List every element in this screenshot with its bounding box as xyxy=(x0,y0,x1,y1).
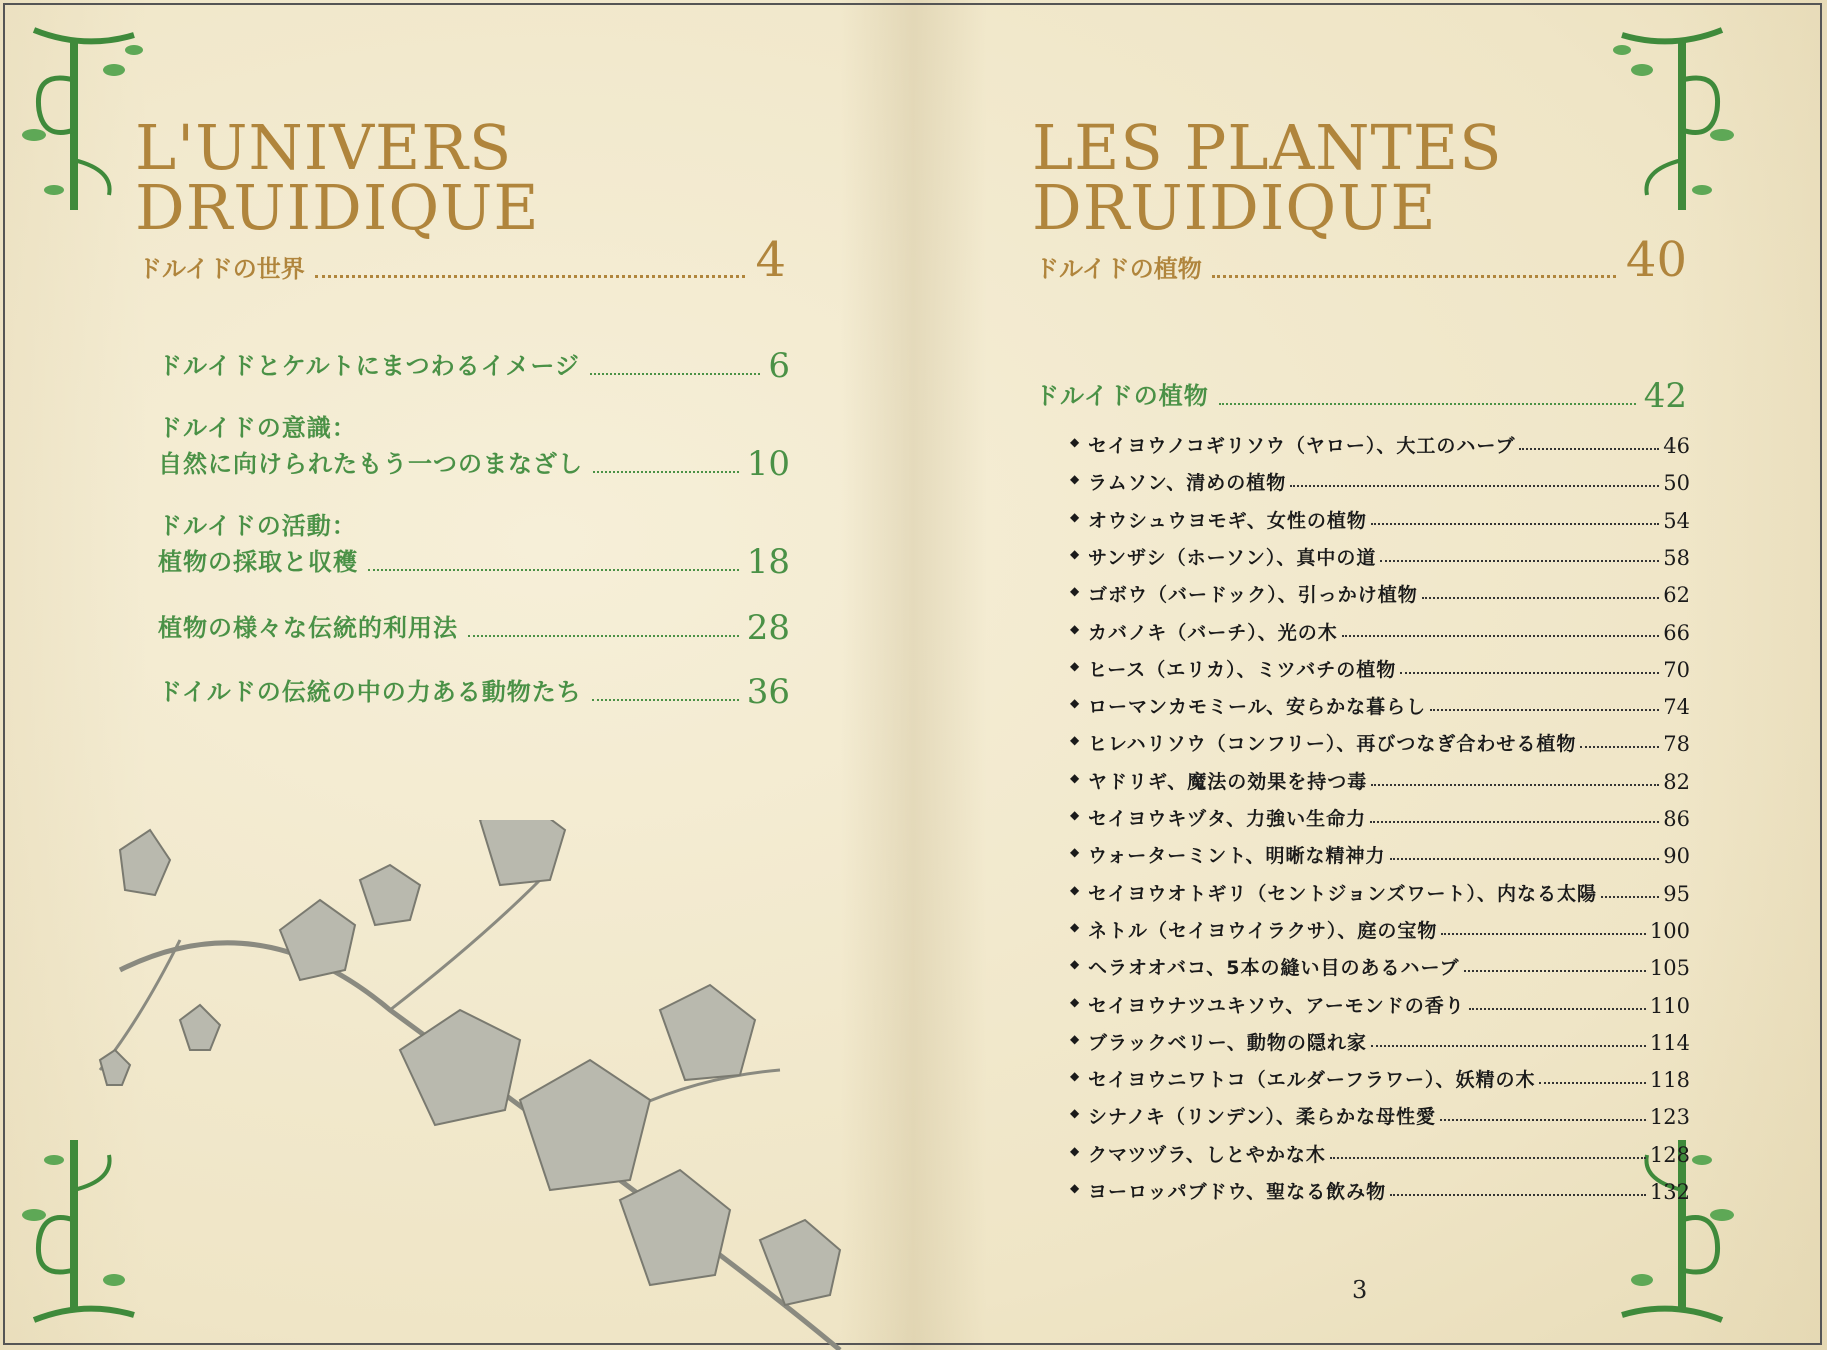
plant-page-number: 114 xyxy=(1649,1030,1690,1055)
entry-label: ドイルドの伝統の中の力ある動物たち xyxy=(158,678,582,706)
plant-list-item[interactable] xyxy=(1070,424,1690,458)
right-section-number: 40 xyxy=(1625,232,1687,288)
leader-dots xyxy=(1441,933,1646,935)
entry-page-number: 42 xyxy=(1643,376,1687,416)
bullet-icon: ◆ xyxy=(1070,509,1080,524)
plant-list-item[interactable] xyxy=(1070,797,1690,831)
entry-label: ドルイドとケルトにまつわるイメージ xyxy=(158,352,580,380)
entry-page-number: 10 xyxy=(746,444,790,484)
plant-list-item[interactable] xyxy=(1070,1095,1690,1129)
plant-list-item[interactable] xyxy=(1070,499,1690,533)
plant-page-number: 128 xyxy=(1649,1142,1690,1167)
plant-list-item[interactable] xyxy=(1070,1133,1690,1167)
leader-dots xyxy=(1380,560,1659,562)
leader-dots xyxy=(593,471,739,473)
leader-dots xyxy=(1422,597,1660,599)
plant-list-item[interactable] xyxy=(1070,685,1690,719)
plant-page-number: 82 xyxy=(1663,769,1690,794)
leader-dots xyxy=(1539,1082,1645,1084)
plant-page-number: 110 xyxy=(1649,993,1690,1018)
leader-dots xyxy=(1219,403,1636,405)
plant-page-number: 105 xyxy=(1649,956,1690,981)
leader-dots xyxy=(1370,821,1659,823)
plant-page-number: 123 xyxy=(1649,1105,1690,1130)
plant-list-item[interactable] xyxy=(1070,722,1690,756)
plant-label: ウォーターミント、明晰な精神力 xyxy=(1088,845,1386,868)
bullet-icon: ◆ xyxy=(1070,472,1080,487)
plant-list-item[interactable] xyxy=(1070,984,1690,1018)
left-entry-5[interactable] xyxy=(158,674,790,710)
leader-dots xyxy=(1371,523,1659,525)
plant-list-item[interactable] xyxy=(1070,536,1690,570)
leader-dots xyxy=(1342,635,1660,637)
entry-label: 自然に向けられたもう一つのまなざし xyxy=(158,450,583,478)
right-title-line2: DRUIDIQUE xyxy=(1032,171,1437,244)
plant-page-number: 66 xyxy=(1663,620,1690,645)
bullet-icon: ◆ xyxy=(1070,584,1080,599)
entry-label: ドルイドの植物 xyxy=(1035,382,1209,410)
leader-dots xyxy=(1440,1119,1646,1121)
right-sub-heading[interactable] xyxy=(1035,378,1687,414)
right-title-line1: LES PLANTES xyxy=(1032,111,1503,184)
plant-list-item[interactable] xyxy=(1070,946,1690,980)
plant-page-number: 70 xyxy=(1663,657,1690,682)
leader-dots xyxy=(1290,485,1659,487)
bullet-icon: ◆ xyxy=(1070,1106,1080,1121)
vine-corner-top-right-icon xyxy=(1602,20,1742,220)
plant-page-number: 86 xyxy=(1663,807,1690,831)
bullet-icon: ◆ xyxy=(1070,621,1080,636)
bullet-icon: ◆ xyxy=(1070,696,1080,711)
plant-page-number: 132 xyxy=(1649,1180,1690,1204)
plant-label: ネトル（セイヨウイラクサ）、庭の宝物 xyxy=(1088,919,1438,942)
leader-dots xyxy=(1601,896,1659,898)
plant-label: オウシュウヨモギ、女性の植物 xyxy=(1088,509,1367,532)
plant-list-item[interactable] xyxy=(1070,760,1690,794)
plant-page-number: 54 xyxy=(1663,508,1690,533)
left-title-line1: L'UNIVERS xyxy=(135,111,513,184)
plant-list-item[interactable] xyxy=(1070,611,1690,645)
plant-label: ブラックベリー、動物の隠れ家 xyxy=(1088,1031,1367,1054)
plant-label: サンザシ（ホーソン）、真中の道 xyxy=(1088,546,1377,569)
entry-label: ドルイドの意識： xyxy=(158,414,357,442)
leader-dots xyxy=(368,569,739,571)
plant-label: ラムソン、清めの植物 xyxy=(1088,472,1287,495)
plant-list-item[interactable] xyxy=(1070,648,1690,682)
left-entry-2-line1 xyxy=(158,410,357,446)
left-entry-3[interactable] xyxy=(158,544,790,580)
bullet-icon: ◆ xyxy=(1070,1143,1080,1158)
plant-page-number: 74 xyxy=(1663,695,1690,720)
plant-page-number: 118 xyxy=(1649,1068,1690,1093)
plant-page-number: 95 xyxy=(1663,881,1690,906)
plant-label: ヨーロッパブドウ、聖なる飲み物 xyxy=(1088,1181,1387,1203)
leader-dots xyxy=(592,699,739,701)
left-section-number: 4 xyxy=(755,232,786,288)
plant-label: セイヨウオトギリ（セントジョンズワート）、内なる太陽 xyxy=(1088,882,1597,905)
leader-dots xyxy=(1519,448,1659,450)
plant-list-item[interactable] xyxy=(1070,872,1690,906)
plant-list-item[interactable] xyxy=(1070,1170,1690,1204)
plant-label: ヒース（エリカ）、ミツバチの植物 xyxy=(1088,658,1397,681)
bullet-icon: ◆ xyxy=(1070,994,1080,1009)
plant-page-number: 62 xyxy=(1663,583,1690,608)
plant-label: セイヨウナツユキソウ、アーモンドの香り xyxy=(1088,994,1465,1017)
left-entry-3-line1 xyxy=(158,508,357,544)
plant-page-number: 58 xyxy=(1663,545,1690,570)
left-title-line2: DRUIDIQUE xyxy=(135,171,540,244)
entry-page-number: 36 xyxy=(746,672,790,712)
leader-dots xyxy=(1212,275,1616,278)
left-page-title xyxy=(135,111,655,244)
bullet-icon: ◆ xyxy=(1070,1069,1080,1084)
entry-label: 植物の様々な伝統的利用法 xyxy=(158,614,458,642)
leader-dots xyxy=(1400,672,1659,674)
right-page-title xyxy=(1032,111,1592,244)
entry-label: 植物の採取と収穫 xyxy=(158,548,358,576)
left-section-heading[interactable] xyxy=(138,232,786,288)
leader-dots xyxy=(1371,784,1659,786)
plant-label: シナノキ（リンデン）、柔らかな母性愛 xyxy=(1088,1106,1437,1129)
plant-label: ヒレハリソウ（コンフリー）、再びつなぎ合わせる植物 xyxy=(1088,733,1577,756)
left-section-label: ドルイドの世界 xyxy=(138,255,305,283)
plant-list-item[interactable] xyxy=(1070,1021,1690,1055)
leader-dots xyxy=(590,373,760,375)
entry-label: ドルイドの活動： xyxy=(158,512,357,540)
plant-label: セイヨウキヅタ、力強い生命力 xyxy=(1088,808,1367,830)
leader-dots xyxy=(1330,1157,1646,1159)
leader-dots xyxy=(1430,709,1659,711)
bullet-icon: ◆ xyxy=(1070,546,1080,561)
left-entry-2[interactable] xyxy=(158,446,790,482)
plant-label: カバノキ（バーチ）、光の木 xyxy=(1088,621,1338,644)
leader-dots xyxy=(1469,1008,1646,1010)
ivy-illustration xyxy=(60,820,960,1350)
bullet-icon: ◆ xyxy=(1070,882,1080,897)
bullet-icon: ◆ xyxy=(1070,957,1080,972)
plant-label: ローマンカモミール、安らかな暮らし xyxy=(1088,696,1427,719)
leader-dots xyxy=(1390,858,1660,860)
left-entry-1[interactable] xyxy=(158,348,790,384)
bullet-icon: ◆ xyxy=(1070,733,1080,748)
vine-corner-top-left-icon xyxy=(14,20,154,220)
leader-dots xyxy=(1390,1194,1646,1196)
plant-label: ヤドリギ、魔法の効果を持つ毒 xyxy=(1088,770,1368,793)
bullet-icon: ◆ xyxy=(1070,1031,1080,1046)
plant-list-item[interactable] xyxy=(1070,1058,1690,1092)
bullet-icon: ◆ xyxy=(1070,919,1080,934)
leader-dots xyxy=(1371,1045,1646,1047)
plant-page-number: 78 xyxy=(1663,732,1690,757)
left-entry-4[interactable] xyxy=(158,610,790,646)
bullet-icon: ◆ xyxy=(1070,808,1080,822)
plant-label: ゴボウ（バードック）、引っかけ植物 xyxy=(1088,584,1418,607)
bullet-icon: ◆ xyxy=(1070,845,1080,860)
bullet-icon: ◆ xyxy=(1070,658,1080,673)
plant-label: セイヨウノコギリソウ（ヤロー）、大工のハーブ xyxy=(1088,435,1516,457)
plant-list-item[interactable] xyxy=(1070,461,1690,495)
right-section-heading[interactable] xyxy=(1035,232,1687,288)
entry-page-number: 6 xyxy=(768,346,790,386)
plant-page-number: 100 xyxy=(1649,918,1690,943)
leader-dots xyxy=(1464,970,1646,972)
plant-page-number: 90 xyxy=(1663,844,1690,869)
plant-list-item[interactable] xyxy=(1070,909,1690,943)
entry-page-number: 18 xyxy=(746,542,790,582)
bullet-icon: ◆ xyxy=(1070,770,1080,785)
plant-list-item[interactable] xyxy=(1070,834,1690,868)
bullet-icon: ◆ xyxy=(1070,1181,1080,1195)
leader-dots xyxy=(468,635,739,637)
bullet-icon: ◆ xyxy=(1070,435,1080,449)
leader-dots xyxy=(315,275,746,278)
plant-page-number: 50 xyxy=(1663,471,1690,496)
leader-dots xyxy=(1580,746,1659,748)
entry-page-number: 28 xyxy=(746,608,790,648)
plant-label: クマツヅラ、しとやかな木 xyxy=(1088,1143,1326,1166)
plant-list-item[interactable] xyxy=(1070,573,1690,607)
right-section-label: ドルイドの植物 xyxy=(1035,255,1202,283)
plant-label: ヘラオオバコ、5本の縫い目のあるハーブ xyxy=(1088,957,1460,980)
page-number: 3 xyxy=(1352,1276,1368,1304)
plant-label: セイヨウニワトコ（エルダーフラワー）、妖精の木 xyxy=(1088,1069,1536,1092)
plant-page-number: 46 xyxy=(1663,434,1690,458)
